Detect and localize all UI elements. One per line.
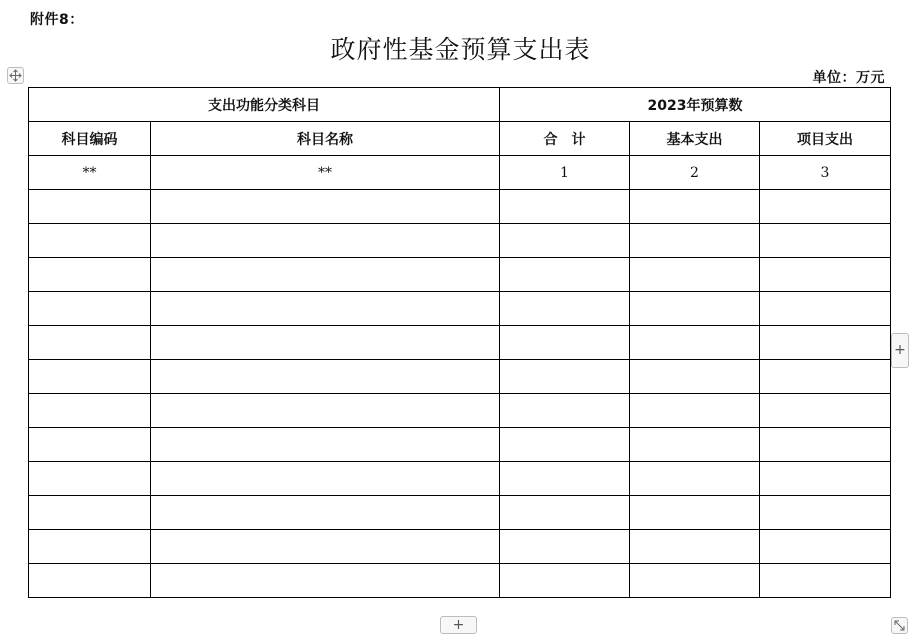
- table-row: [29, 496, 891, 530]
- table-row: [29, 564, 891, 598]
- header-budget-year[interactable]: 2023年预算数: [500, 88, 891, 122]
- cell-subject-name[interactable]: [151, 258, 500, 292]
- cell-basic-expenditure[interactable]: [630, 258, 760, 292]
- cell-project-expenditure[interactable]: [760, 530, 891, 564]
- cell-subject-code[interactable]: [29, 360, 151, 394]
- table-row: [29, 530, 891, 564]
- cell-basic-expenditure[interactable]: [630, 428, 760, 462]
- cell-project-expenditure[interactable]: [760, 326, 891, 360]
- cell-project-expenditure[interactable]: [760, 564, 891, 598]
- cell-basic-expenditure[interactable]: [630, 394, 760, 428]
- cell-subject-code[interactable]: [29, 190, 151, 224]
- cell-subject-code[interactable]: [29, 462, 151, 496]
- table-group-header-row: [29, 88, 891, 122]
- cell-project-expenditure[interactable]: [760, 224, 891, 258]
- resize-icon: [892, 618, 907, 633]
- cell-project-expenditure[interactable]: [760, 292, 891, 326]
- cell-total[interactable]: [500, 496, 630, 530]
- cell-subject-name[interactable]: [151, 496, 500, 530]
- plus-icon: +: [452, 617, 465, 633]
- hint-cell[interactable]: **: [29, 156, 151, 190]
- cell-total[interactable]: [500, 326, 630, 360]
- header-basic-expenditure[interactable]: 基本支出: [630, 122, 760, 156]
- table-resize-handle[interactable]: [891, 617, 908, 634]
- cell-subject-name[interactable]: [151, 190, 500, 224]
- cell-total[interactable]: [500, 462, 630, 496]
- cell-total[interactable]: [500, 360, 630, 394]
- add-column-button[interactable]: [891, 333, 909, 368]
- cell-subject-code[interactable]: [29, 224, 151, 258]
- cell-total[interactable]: [500, 292, 630, 326]
- cell-basic-expenditure[interactable]: [630, 360, 760, 394]
- cell-total[interactable]: [500, 394, 630, 428]
- cell-project-expenditure[interactable]: [760, 258, 891, 292]
- cell-project-expenditure[interactable]: [760, 190, 891, 224]
- cell-subject-code[interactable]: [29, 428, 151, 462]
- table-row: [29, 462, 891, 496]
- table-row: [29, 360, 891, 394]
- plus-icon: +: [894, 342, 906, 358]
- table-hint-row: [29, 156, 891, 190]
- cell-subject-code[interactable]: [29, 530, 151, 564]
- cell-total[interactable]: [500, 428, 630, 462]
- cell-project-expenditure[interactable]: [760, 462, 891, 496]
- cell-basic-expenditure[interactable]: [630, 224, 760, 258]
- table-row: [29, 292, 891, 326]
- cell-subject-name[interactable]: [151, 224, 500, 258]
- cell-subject-code[interactable]: [29, 258, 151, 292]
- cell-total[interactable]: [500, 564, 630, 598]
- cell-subject-code[interactable]: [29, 292, 151, 326]
- move-icon: [8, 68, 23, 83]
- cell-project-expenditure[interactable]: [760, 360, 891, 394]
- header-subject-code[interactable]: 科目编码: [29, 122, 151, 156]
- cell-subject-name[interactable]: [151, 292, 500, 326]
- cell-total[interactable]: [500, 530, 630, 564]
- cell-basic-expenditure[interactable]: [630, 462, 760, 496]
- cell-basic-expenditure[interactable]: [630, 564, 760, 598]
- hint-cell[interactable]: 2: [630, 156, 760, 190]
- cell-basic-expenditure[interactable]: [630, 496, 760, 530]
- table-row: [29, 224, 891, 258]
- header-subject-name[interactable]: 科目名称: [151, 122, 500, 156]
- table-row: [29, 258, 891, 292]
- table-row: [29, 428, 891, 462]
- cell-basic-expenditure[interactable]: [630, 326, 760, 360]
- cell-project-expenditure[interactable]: [760, 394, 891, 428]
- cell-project-expenditure[interactable]: [760, 496, 891, 530]
- table-column-header-row: [29, 122, 891, 156]
- cell-basic-expenditure[interactable]: [630, 530, 760, 564]
- cell-total[interactable]: [500, 190, 630, 224]
- cell-subject-name[interactable]: [151, 394, 500, 428]
- cell-subject-code[interactable]: [29, 564, 151, 598]
- hint-cell[interactable]: 3: [760, 156, 891, 190]
- cell-subject-code[interactable]: [29, 496, 151, 530]
- cell-subject-name[interactable]: [151, 360, 500, 394]
- cell-subject-name[interactable]: [151, 564, 500, 598]
- table-move-handle[interactable]: [7, 67, 24, 84]
- cell-subject-name[interactable]: [151, 326, 500, 360]
- unit-label: 单位：万元: [812, 70, 885, 86]
- cell-project-expenditure[interactable]: [760, 428, 891, 462]
- cell-total[interactable]: [500, 258, 630, 292]
- attachment-label: 附件8：: [30, 12, 84, 28]
- budget-table: [28, 87, 891, 598]
- table-row: [29, 190, 891, 224]
- cell-subject-name[interactable]: [151, 428, 500, 462]
- hint-cell[interactable]: **: [151, 156, 500, 190]
- cell-subject-name[interactable]: [151, 530, 500, 564]
- cell-subject-code[interactable]: [29, 326, 151, 360]
- header-functional-classification[interactable]: 支出功能分类科目: [29, 88, 500, 122]
- table-row: [29, 394, 891, 428]
- hint-cell[interactable]: 1: [500, 156, 630, 190]
- cell-basic-expenditure[interactable]: [630, 190, 760, 224]
- table-row: [29, 326, 891, 360]
- header-total[interactable]: 合 计: [500, 122, 630, 156]
- page-title: 政府性基金预算支出表: [330, 35, 591, 64]
- cell-total[interactable]: [500, 224, 630, 258]
- cell-subject-code[interactable]: [29, 394, 151, 428]
- cell-subject-name[interactable]: [151, 462, 500, 496]
- add-row-button[interactable]: [440, 616, 477, 634]
- header-project-expenditure[interactable]: 项目支出: [760, 122, 891, 156]
- cell-basic-expenditure[interactable]: [630, 292, 760, 326]
